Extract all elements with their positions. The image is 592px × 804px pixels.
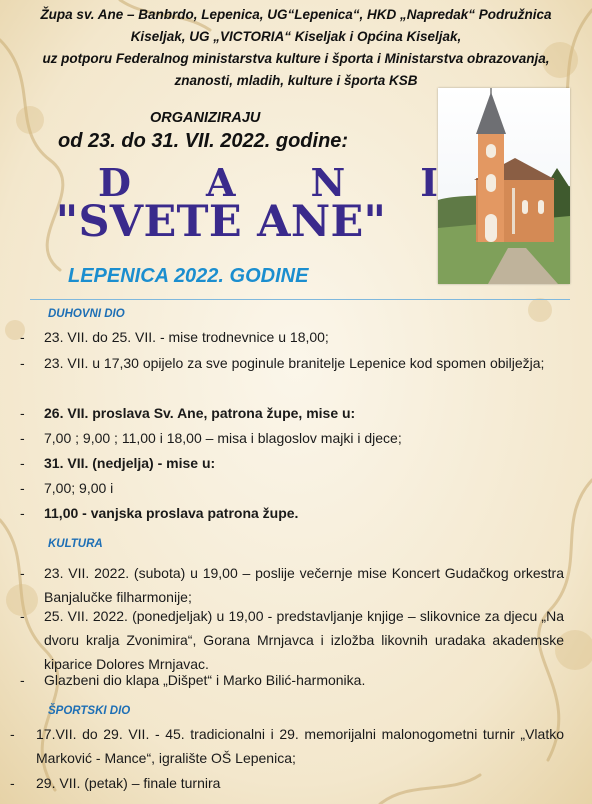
bullet-dash: - xyxy=(20,672,25,688)
church-photo xyxy=(438,88,570,284)
title-svete-ane: "SVETE ANE" xyxy=(55,197,387,247)
title-letter: I xyxy=(420,160,438,205)
title-letter: N xyxy=(310,160,346,205)
divider-line xyxy=(30,299,570,300)
list-item-text: 17.VII. do 29. VII. - 45. tradicionalni i 29. memorijalni malonogometni turnir „Vlatko Marković - Mance“, igralište OŠ Lepenica; xyxy=(36,726,564,766)
bullet-dash: - xyxy=(10,775,15,791)
bullet-dash: - xyxy=(10,726,15,742)
list-item-text: 23. VII. do 25. VII. - mise trodnevnice u 18,00; xyxy=(44,329,329,345)
list-item-text: Glazbeni dio klapa „Dišpet“ i Marko Bilić-harmonika. xyxy=(44,672,366,688)
header-line-4: znanosti, mladih, kulture i športa KSB xyxy=(174,73,418,88)
list-item-text: 23. VII. u 17,30 opijelo za sve poginule branitelje Lepenice kod spomen obilježja; xyxy=(44,355,545,371)
bullet-dash: - xyxy=(20,608,25,624)
bullet-dash: - xyxy=(20,355,25,371)
section-title-duhovni: DUHOVNI DIO xyxy=(48,308,125,320)
bullet-dash: - xyxy=(20,480,25,496)
section-title-sportski: ŠPORTSKI DIO xyxy=(48,705,131,717)
header-line-2: Kiseljak, UG „VICTORIA“ Kiseljak i Općina Kiseljak, xyxy=(130,29,462,44)
bullet-dash: - xyxy=(20,455,25,471)
list-item-text: 25. VII. 2022. (ponedjeljak) u 19,00 - predstavljanje knjige – slikovnice za djecu „Na dvoru kralja Zvonimira“, Gorana Mrnjavca i izložba likovnih uradaka akademske kiparice Dolores Mrnjavac. xyxy=(44,608,564,672)
list-item-text: 7,00; 9,00 i xyxy=(44,480,114,496)
bullet-dash: - xyxy=(20,430,25,446)
list-item-text: 26. VII. proslava Sv. Ane, patrona župe, mise u: xyxy=(44,405,356,421)
bullet-dash: - xyxy=(20,505,25,521)
event-dates: od 23. do 31. VII. 2022. godine: xyxy=(58,130,349,152)
list-item-text: 11,00 - vanjska proslava patrona župe. xyxy=(44,505,299,521)
title-letter: A xyxy=(205,160,236,205)
bullet-dash: - xyxy=(20,405,25,421)
organize-label: ORGANIZIRAJU xyxy=(150,110,261,126)
list-item-text: 29. VII. (petak) – finale turnira xyxy=(36,775,221,791)
subtitle: LEPENICA 2022. GODINE xyxy=(68,265,309,287)
list-item-text: 23. VII. 2022. (subota) u 19,00 – poslije večernje mise Koncert Gudačkog orkestra Banjalučke filharmonije; xyxy=(44,565,564,605)
bullet-dash: - xyxy=(20,329,25,345)
header-line-3: uz potporu Federalnog ministarstva kulture i športa i Ministarstva obrazovanja, xyxy=(42,51,550,66)
section-title-kultura: KULTURA xyxy=(48,538,103,550)
list-item-text: 31. VII. (nedjelja) - mise u: xyxy=(44,455,216,471)
bullet-dash: - xyxy=(20,565,25,581)
list-item-text: 7,00 ; 9,00 ; 11,00 i 18,00 – misa i blagoslov majki i djece; xyxy=(44,430,402,446)
header-line-1: Župa sv. Ane – Banbrdo, Lepenica, UG“Lepenica“, HKD „Napredak“ Podružnica xyxy=(40,7,552,22)
title-letter: D xyxy=(98,160,131,205)
organizers-header xyxy=(10,4,582,92)
